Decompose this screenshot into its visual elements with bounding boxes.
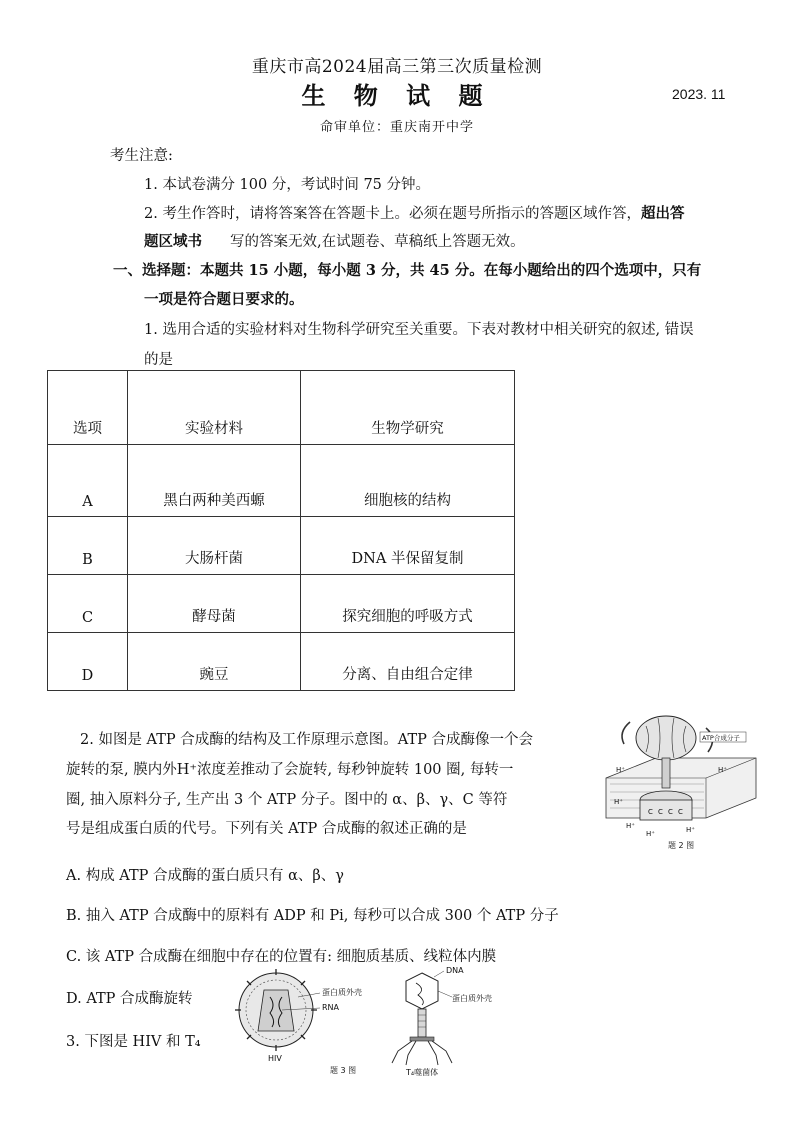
t4-name: T₄噬菌体 [406, 1068, 439, 1077]
q2-option-d: D. ATP 合成酶旋转 [66, 991, 193, 1007]
table-cell: 黑白两种美西螈 [128, 445, 301, 517]
virus-figure [212, 965, 530, 1077]
notice-item-2-region: 题区域书 [144, 233, 202, 250]
atp-synthase-illustration [596, 708, 766, 854]
svg-text:C: C [658, 808, 663, 816]
table-cell: 酵母菌 [128, 575, 301, 633]
svg-text:H⁺: H⁺ [686, 826, 695, 834]
q2-stem-line-3: 圈, 抽入原料分子, 生产出 3 个 ATP 分子。图中的 α、β、γ、C 等符 [66, 792, 508, 808]
q2-option-a: A. 构成 ATP 合成酶的蛋白质只有 α、β、γ [66, 868, 344, 884]
q2-option-c: C. 该 ATP 合成酶在细胞中存在的位置有: 细胞质基质、线粒体内膜 [66, 949, 497, 965]
table-cell: 细胞核的结构 [301, 445, 515, 517]
svg-text:H⁺: H⁺ [616, 766, 625, 774]
table-row [48, 517, 515, 575]
table-cell: C [48, 575, 128, 633]
svg-text:C: C [678, 808, 683, 816]
table-header-cell: 生物学研究 [301, 371, 515, 445]
q2-stem-line-1: 2. 如图是 ATP 合成酶的结构及工作原理示意图。ATP 合成酶像一个会 [80, 732, 533, 748]
hiv-name: HIV [268, 1054, 282, 1063]
subject-title: 生 物 试 题 [301, 81, 493, 110]
notice-item-2-line-1 [144, 204, 684, 224]
exam-date: 2023. 11 [672, 86, 726, 102]
q2-stem-line-2: 旋转的泵, 膜内外H⁺浓度差推动了会旋转, 每秒钟旋转 100 圈, 每转一 [66, 762, 514, 778]
notice-item-2-draft: 在试题卷、草稿纸上答题无效。 [321, 234, 525, 250]
atp-figure-label: ATP合成分子 [702, 734, 740, 742]
svg-text:H⁺: H⁺ [614, 798, 623, 806]
table-row [48, 633, 515, 691]
section-1-line-2: 一项是符合题日要求的。 [144, 291, 304, 308]
svg-text:H⁺: H⁺ [646, 830, 655, 838]
table-header-row [48, 371, 515, 445]
setting-unit: 命审单位：重庆南开中学 [319, 120, 474, 135]
table-header-cell: 选项 [48, 371, 128, 445]
hiv-rna-label: RNA [322, 1003, 340, 1012]
table-cell: 探究细胞的呼吸方式 [301, 575, 515, 633]
table-row [48, 445, 515, 517]
notice-item-2-line-2 [144, 232, 525, 252]
t4-dna-label: DNA [446, 966, 464, 975]
table-cell: B [48, 517, 128, 575]
q3-figure-caption: 题 3 图 [330, 1066, 357, 1075]
notice-item-2-text: 2. 考生作答时，请将答案答在答题卡上。必须在题号所指示的答题区域作答， [144, 206, 641, 222]
section-1-heading: 一、选择题：本题共 15 小题，每小题 3 分，共 45 分。 [113, 262, 484, 279]
table-cell: DNA 半保留复制 [301, 517, 515, 575]
t4-shell-label: 蛋白质外壳 [452, 994, 492, 1003]
q2-figure-caption: 题 2 图 [668, 841, 695, 850]
table-cell: 分离、自由组合定律 [301, 633, 515, 691]
exam-title: 重庆市高2024届高三第三次质量检测 [251, 57, 543, 77]
svg-text:C: C [668, 808, 673, 816]
q1-stem-line-1: 1. 选用合适的实验材料对生物科学研究至关重要。下表对教材中相关研究的叙述, 错误 [144, 322, 694, 338]
q2-stem-line-4: 号是组成蛋白质的代号。下列有关 ATP 合成酶的叙述正确的是 [66, 821, 467, 837]
svg-text:H⁺: H⁺ [626, 822, 635, 830]
atp-synthase-figure [596, 708, 766, 854]
hiv-shell-label: 蛋白质外壳 [322, 988, 362, 997]
notice-item-1: 1. 本试卷满分 100 分，考试时间 75 分钟。 [144, 177, 431, 193]
notice-item-2-bold: 超出答 [640, 205, 685, 222]
table-header-cell: 实验材料 [128, 371, 301, 445]
q1-stem-line-2: 的是 [144, 352, 173, 368]
section-1-rule: 在每小题给出的四个选项中，只有 [483, 262, 702, 279]
table-cell: 大肠杆菌 [128, 517, 301, 575]
q2-option-b: B. 抽入 ATP 合成酶中的原料有 ADP 和 Pi, 每秒可以合成 300 个 ATP 分子 [66, 908, 559, 924]
svg-text:C: C [648, 808, 653, 816]
q1-table [47, 370, 515, 691]
table-row [48, 575, 515, 633]
table-cell: D [48, 633, 128, 691]
table-cell: A [48, 445, 128, 517]
notice-label: 考生注意: [110, 148, 173, 164]
svg-text:H⁺: H⁺ [718, 766, 727, 774]
hiv-t4-illustration [212, 965, 530, 1077]
notice-item-2-invalid: 写的答案无效, [230, 234, 322, 250]
section-1-line-1 [113, 261, 701, 281]
table-cell: 豌豆 [128, 633, 301, 691]
q3-stem-line-1: 3. 下图是 HIV 和 T₄ [66, 1034, 201, 1050]
